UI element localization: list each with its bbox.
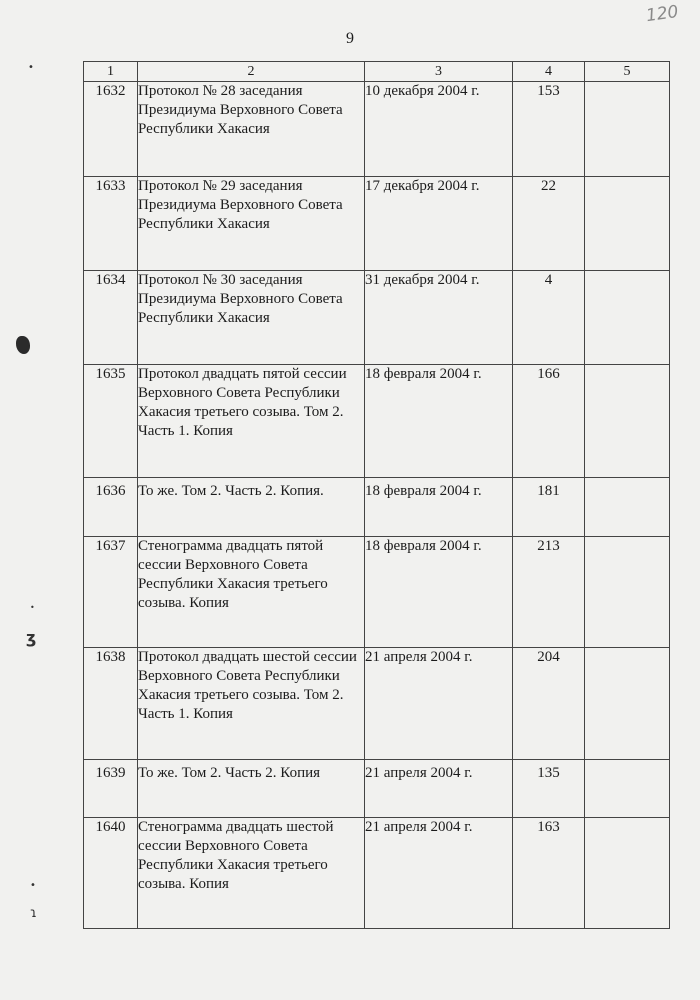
item-note [585, 818, 670, 929]
item-number: 1639 [84, 760, 138, 818]
item-title: Протокол двадцать шестой сессии Верховного Совета Республики Хакасия третьего созыва. Том 2. Часть 1. Копия [138, 648, 365, 760]
column-header: 5 [585, 62, 670, 82]
item-number: 1633 [84, 177, 138, 271]
item-date: 31 декабря 2004 г. [365, 271, 513, 365]
item-sheet-count: 166 [513, 365, 585, 478]
table-row [84, 760, 670, 818]
column-header: 4 [513, 62, 585, 82]
item-note [585, 82, 670, 177]
item-date: 18 февраля 2004 г. [365, 537, 513, 648]
item-date: 18 февраля 2004 г. [365, 478, 513, 537]
item-title: То же. Том 2. Часть 2. Копия. [138, 478, 365, 537]
item-number: 1636 [84, 478, 138, 537]
table-row [84, 537, 670, 648]
item-date: 17 декабря 2004 г. [365, 177, 513, 271]
archive-inventory-table [83, 61, 670, 929]
table-row [84, 818, 670, 929]
binding-hole-mark: ɿ [30, 906, 37, 921]
column-header: 1 [84, 62, 138, 82]
table-row [84, 365, 670, 478]
item-note [585, 478, 670, 537]
item-note [585, 271, 670, 365]
item-number: 1638 [84, 648, 138, 760]
table-row [84, 478, 670, 537]
column-header: 3 [365, 62, 513, 82]
item-date: 21 апреля 2004 г. [365, 818, 513, 929]
item-sheet-count: 163 [513, 818, 585, 929]
table-row [84, 648, 670, 760]
item-number: 1632 [84, 82, 138, 177]
item-number: 1634 [84, 271, 138, 365]
item-sheet-count: 181 [513, 478, 585, 537]
item-number: 1635 [84, 365, 138, 478]
item-title: Протокол № 29 заседания Президиума Верховного Совета Республики Хакасия [138, 177, 365, 271]
table-row [84, 177, 670, 271]
binding-hole-mark: • [30, 603, 35, 612]
binding-hole-mark: • [30, 880, 36, 891]
table-row [84, 82, 670, 177]
item-note [585, 760, 670, 818]
item-note [585, 365, 670, 478]
binding-hole-mark [16, 336, 30, 354]
handwritten-sheet-number: 120 [644, 1, 680, 27]
header-row [84, 62, 670, 82]
page-number: 9 [346, 30, 354, 47]
binding-hole-mark: • [28, 62, 34, 73]
item-sheet-count: 4 [513, 271, 585, 365]
item-date: 10 декабря 2004 г. [365, 82, 513, 177]
item-date: 21 апреля 2004 г. [365, 648, 513, 760]
item-title: Стенограмма двадцать пятой сессии Верховного Совета Республики Хакасия третьего созыва. Копия [138, 537, 365, 648]
item-title: Протокол двадцать пятой сессии Верховного Совета Республики Хакасия третьего созыва. Том 2. Часть 1. Копия [138, 365, 365, 478]
binding-hole-mark: ʒ [26, 628, 37, 647]
item-title: То же. Том 2. Часть 2. Копия [138, 760, 365, 818]
item-date: 21 апреля 2004 г. [365, 760, 513, 818]
item-note [585, 648, 670, 760]
item-note [585, 177, 670, 271]
item-sheet-count: 135 [513, 760, 585, 818]
item-sheet-count: 22 [513, 177, 585, 271]
item-title: Стенограмма двадцать шестой сессии Верховного Совета Республики Хакасия третьего созыва. Копия [138, 818, 365, 929]
item-number: 1637 [84, 537, 138, 648]
item-title: Протокол № 28 заседания Президиума Верховного Совета Республики Хакасия [138, 82, 365, 177]
item-number: 1640 [84, 818, 138, 929]
item-date: 18 февраля 2004 г. [365, 365, 513, 478]
column-header: 2 [138, 62, 365, 82]
item-note [585, 537, 670, 648]
item-title: Протокол № 30 заседания Президиума Верховного Совета Республики Хакасия [138, 271, 365, 365]
table-row [84, 271, 670, 365]
item-sheet-count: 204 [513, 648, 585, 760]
item-sheet-count: 213 [513, 537, 585, 648]
item-sheet-count: 153 [513, 82, 585, 177]
